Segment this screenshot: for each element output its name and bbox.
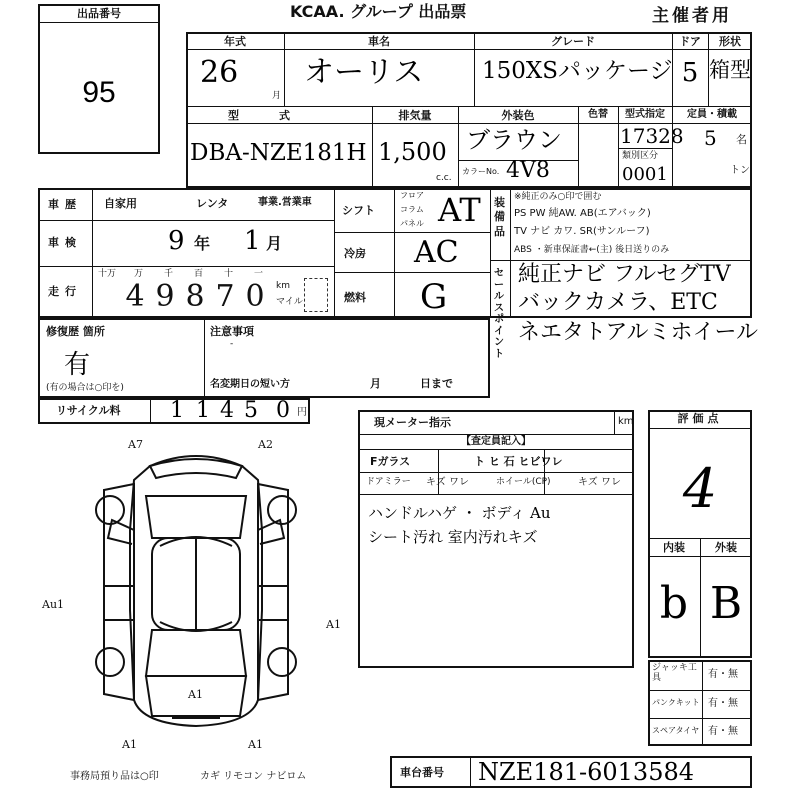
repair-note: (有の場合は○印を)	[46, 383, 124, 393]
sales-line-3: ネエタトアルミホイール	[518, 320, 759, 345]
interior-value: b	[659, 578, 689, 629]
chassis-label: 車台番号	[400, 766, 444, 779]
type-designation-label: 型式指定	[625, 109, 665, 120]
equipment-line-1: ※純正のみ○印で囲む	[514, 192, 602, 202]
category-value: 0001	[622, 164, 668, 185]
puncture-label: パンクキット	[652, 698, 700, 707]
shift-label: シフト	[342, 204, 375, 217]
name-change-month: 月	[370, 377, 381, 390]
model-label: 型式	[228, 109, 330, 122]
shape-label: 形状	[719, 35, 741, 48]
diagram-mark-a2: A2	[258, 438, 273, 451]
diagram-mark-a1-bottom-right: A1	[248, 738, 263, 751]
digit-unit-1: 一	[254, 269, 264, 279]
model-value: DBA-NZE181H	[190, 140, 367, 166]
diagram-mark-a7: A7	[128, 438, 143, 451]
type-designation-value: 17328	[620, 124, 684, 148]
sales-line-1: 純正ナビ フルセグTV	[518, 262, 731, 287]
displacement-label: 排気量	[398, 109, 432, 122]
inspection-year-unit: 年	[194, 234, 211, 253]
equipment-line-3: TV ナビ カワ. SR(サンルーフ)	[514, 226, 650, 237]
inspection-month: 1	[244, 226, 261, 256]
color-no-label: カラーNo.	[462, 167, 500, 176]
load-unit: トン	[730, 165, 750, 176]
notes-dash: -	[230, 339, 234, 349]
fuel-value: G	[420, 277, 448, 317]
inspector-note-2: シート汚れ 室内汚れキズ	[368, 528, 538, 546]
recycle-unit: 円	[297, 407, 307, 418]
history-option-private: 自家用	[104, 197, 137, 210]
fuel-label: 燃料	[344, 291, 366, 304]
mileage-digit: 0	[245, 279, 265, 314]
recycle-label: リサイクル料	[56, 404, 121, 417]
diagram-mark-a1-right: A1	[326, 618, 341, 631]
sales-label: セールスポイント	[494, 268, 504, 360]
equipment-line-2: PS PW 純AW. AB(エアバック)	[514, 208, 651, 219]
year-value: 26	[200, 55, 239, 90]
grade-label: グレード	[551, 35, 595, 48]
jack-label: ジャッキ工具	[652, 663, 697, 683]
spare-label: スペアタイヤ	[652, 726, 700, 735]
shape-value: 箱型	[709, 58, 751, 82]
grade-value: 150XSパッケージ	[482, 58, 673, 84]
digit-unit-1k: 千	[164, 269, 174, 279]
recycle-digit: 4	[220, 398, 234, 423]
ac-value: AC	[414, 235, 459, 270]
office-items: カギ リモコン ナビロム	[200, 771, 307, 782]
equipment-label: 装備品	[494, 196, 505, 238]
shift-floor: フロア	[400, 191, 424, 200]
glass-label: Fガラス	[370, 455, 411, 468]
year-unit: 月	[272, 91, 282, 101]
mile-label: マイル	[276, 297, 303, 307]
mirror-options: キズ ワレ	[426, 477, 469, 488]
name-change-label: 名変期日の短い方	[210, 379, 290, 390]
digit-unit-100: 百	[194, 269, 204, 279]
meter-label: 現メーター指示	[374, 416, 451, 429]
host-label: 主催者用	[652, 6, 732, 26]
inspection-month-unit: 月	[266, 234, 283, 253]
diagram-mark-a1-bottom-left: A1	[122, 738, 137, 751]
interior-label: 内装	[663, 541, 685, 554]
equipment-line-4: ABS ・新車保証書←(主) 後日送りのみ	[514, 245, 670, 255]
repaint-label: 色替	[588, 109, 608, 120]
mileage-digit: 9	[155, 279, 175, 314]
notes-label: 注意事項	[210, 325, 254, 338]
inspector-header: 【査定員記入】	[461, 436, 531, 447]
history-option-business: 事業.営業車	[258, 197, 312, 208]
exterior-grade-value: B	[709, 578, 743, 629]
office-note: 事務局預り品は○印	[70, 771, 159, 782]
shift-value: AT	[438, 191, 481, 229]
diagram-mark-a1-center: A1	[188, 688, 203, 701]
wheel-options: キズ ワレ	[578, 477, 621, 488]
name-value: オーリス	[304, 55, 424, 90]
mileage-digit: 7	[215, 279, 235, 314]
exterior-label: 外装色	[501, 109, 535, 122]
history-option-rental: レンタ	[196, 197, 229, 210]
jack-value: 有・無	[708, 669, 738, 680]
inspection-year: 9	[168, 226, 185, 256]
km-label: km	[276, 281, 290, 291]
inspector-note-1: ハンドルハゲ ・ ボディ Au	[368, 504, 551, 522]
recycle-digit: 1	[196, 398, 210, 423]
displacement-unit: c.c.	[436, 173, 452, 183]
category-label: 類別区分	[622, 151, 659, 161]
puncture-value: 有・無	[708, 698, 738, 709]
mileage-label: 走行	[48, 285, 82, 298]
digit-unit-10k: 万	[134, 269, 144, 279]
lot-number: 95	[82, 76, 116, 109]
header-title: KCAA. グループ 出品票	[290, 2, 467, 21]
exterior-value: ブラウン	[466, 126, 562, 154]
name-label: 車名	[368, 35, 390, 48]
shift-panel: パネル	[400, 219, 424, 228]
recycle-digit: 1	[170, 398, 184, 423]
repair-value: 有	[64, 350, 91, 380]
repair-label: 修復歴 箇所	[46, 325, 105, 338]
digit-unit-10: 十	[224, 269, 234, 279]
recycle-digit: 0	[276, 398, 290, 423]
capacity-label: 定員・積載	[687, 109, 737, 120]
meter-unit: km	[618, 416, 634, 427]
diagram-mark-au1: Au1	[42, 598, 65, 611]
sales-line-2: バックカメラ、ETC	[518, 290, 718, 315]
lot-label: 出品番号	[77, 7, 121, 20]
recycle-digit: 5	[244, 398, 258, 423]
mileage-digit: 4	[125, 279, 145, 314]
grade-points-value: 4	[682, 457, 718, 520]
inspection-label: 車検	[48, 236, 82, 249]
glass-options: ト ヒ 石 ヒビワレ	[474, 455, 563, 468]
shift-column: コラム	[400, 205, 424, 214]
year-label: 年式	[224, 35, 246, 48]
grade-points-label: 評価点	[677, 412, 723, 425]
color-no-value: 4V8	[506, 158, 550, 183]
door-label: ドア	[679, 35, 701, 48]
ac-label: 冷房	[344, 247, 366, 260]
history-label: 車歴	[48, 198, 82, 211]
wheel-label: ホイール(CP)	[496, 477, 551, 487]
spare-value: 有・無	[708, 726, 738, 737]
mileage-digit: 8	[185, 279, 205, 314]
chassis-value: NZE181-6013584	[478, 758, 694, 786]
capacity-unit: 名	[736, 133, 747, 146]
door-value: 5	[681, 58, 699, 88]
capacity-value: 5	[704, 126, 717, 150]
digit-unit-100k: 十万	[98, 269, 117, 279]
displacement-value: 1,500	[378, 138, 447, 166]
mirror-label: ドアミラー	[366, 477, 411, 487]
name-change-day: 日まで	[420, 377, 453, 390]
exterior-grade-label: 外装	[715, 541, 737, 554]
